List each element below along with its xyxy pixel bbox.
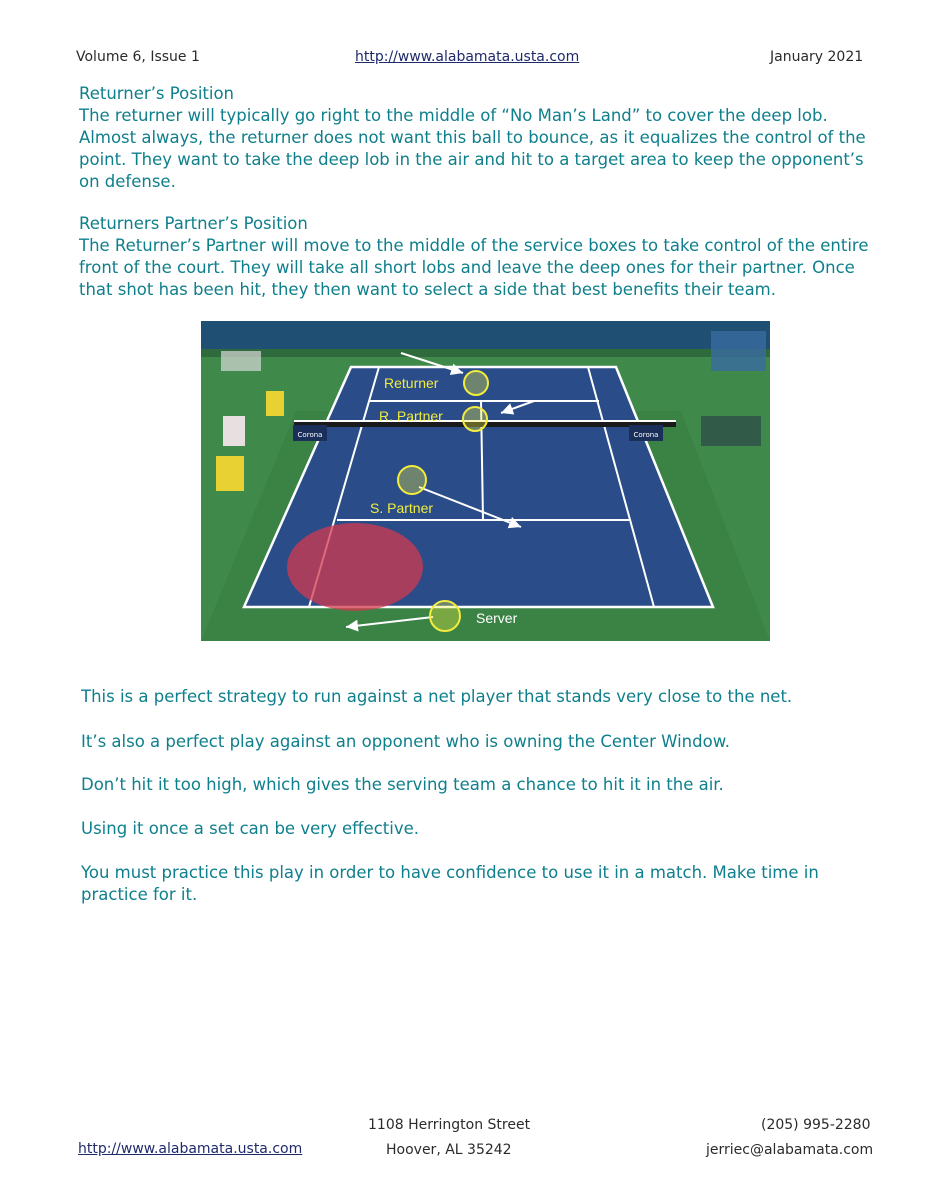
paragraph-5: You must practice this play in order to have confidence to use it in a match. Make time in practice for it.: [81, 863, 819, 904]
sponsor-board-right: Corona: [633, 431, 659, 439]
paragraph-3: Don’t hit it too high, which gives the serving team a chance to hit it in the air.: [81, 775, 724, 794]
section-heading: Returners Partner’s Position: [79, 214, 308, 233]
paragraph-2: It’s also a perfect play against an opponent who is owning the Center Window.: [81, 732, 730, 751]
returner-position-section: [79, 83, 879, 193]
section-body: The returner will typically go right to the middle of “No Man’s Land” to cover the deep lob. Almost always, the returner does not want this ball to bounce, as it equalizes the control of the point. They want to take the deep lob in the air and hit to a target area to keep the opponent’s on defense.: [79, 106, 866, 191]
issue-date: January 2021: [770, 49, 864, 65]
footer-city: Hoover, AL 35242: [386, 1142, 512, 1158]
target-zone: [287, 523, 423, 611]
s-partner-label: S. Partner: [370, 500, 434, 516]
s-partner-marker: [398, 466, 426, 494]
section-body: The Returner’s Partner will move to the middle of the service boxes to take control of the entire front of the court. They will take all short lobs and leave the deep ones for their partner. Once that shot has been hit, they then want to select a side that best benefits their team.: [79, 236, 869, 299]
r-partner-marker: [463, 407, 487, 431]
server-label: Server: [476, 610, 518, 626]
returner-label: Returner: [384, 375, 439, 391]
footer-phone: (205) 995-2280: [761, 1117, 871, 1133]
server-marker: [430, 601, 460, 631]
footer-email[interactable]: jerriec@alabamata.com: [706, 1142, 874, 1158]
footer-street: 1108 Herrington Street: [368, 1117, 531, 1133]
issue-volume: Volume 6, Issue 1: [76, 49, 200, 65]
returner-marker: [464, 371, 488, 395]
tennis-court-diagram: [201, 321, 770, 641]
footer-website-link[interactable]: http://www.alabamata.usta.com: [78, 1141, 303, 1157]
paragraph-1: This is a perfect strategy to run against a net player that stands very close to the net.: [81, 687, 793, 706]
returner-partner-position-section: [79, 213, 879, 301]
r-partner-label: R. Partner: [379, 408, 443, 424]
sponsor-board-left: Corona: [297, 431, 323, 439]
section-heading: Returner’s Position: [79, 84, 235, 103]
paragraph-4: Using it once a set can be very effective.: [81, 819, 419, 838]
header-website-link[interactable]: http://www.alabamata.usta.com: [355, 49, 580, 65]
